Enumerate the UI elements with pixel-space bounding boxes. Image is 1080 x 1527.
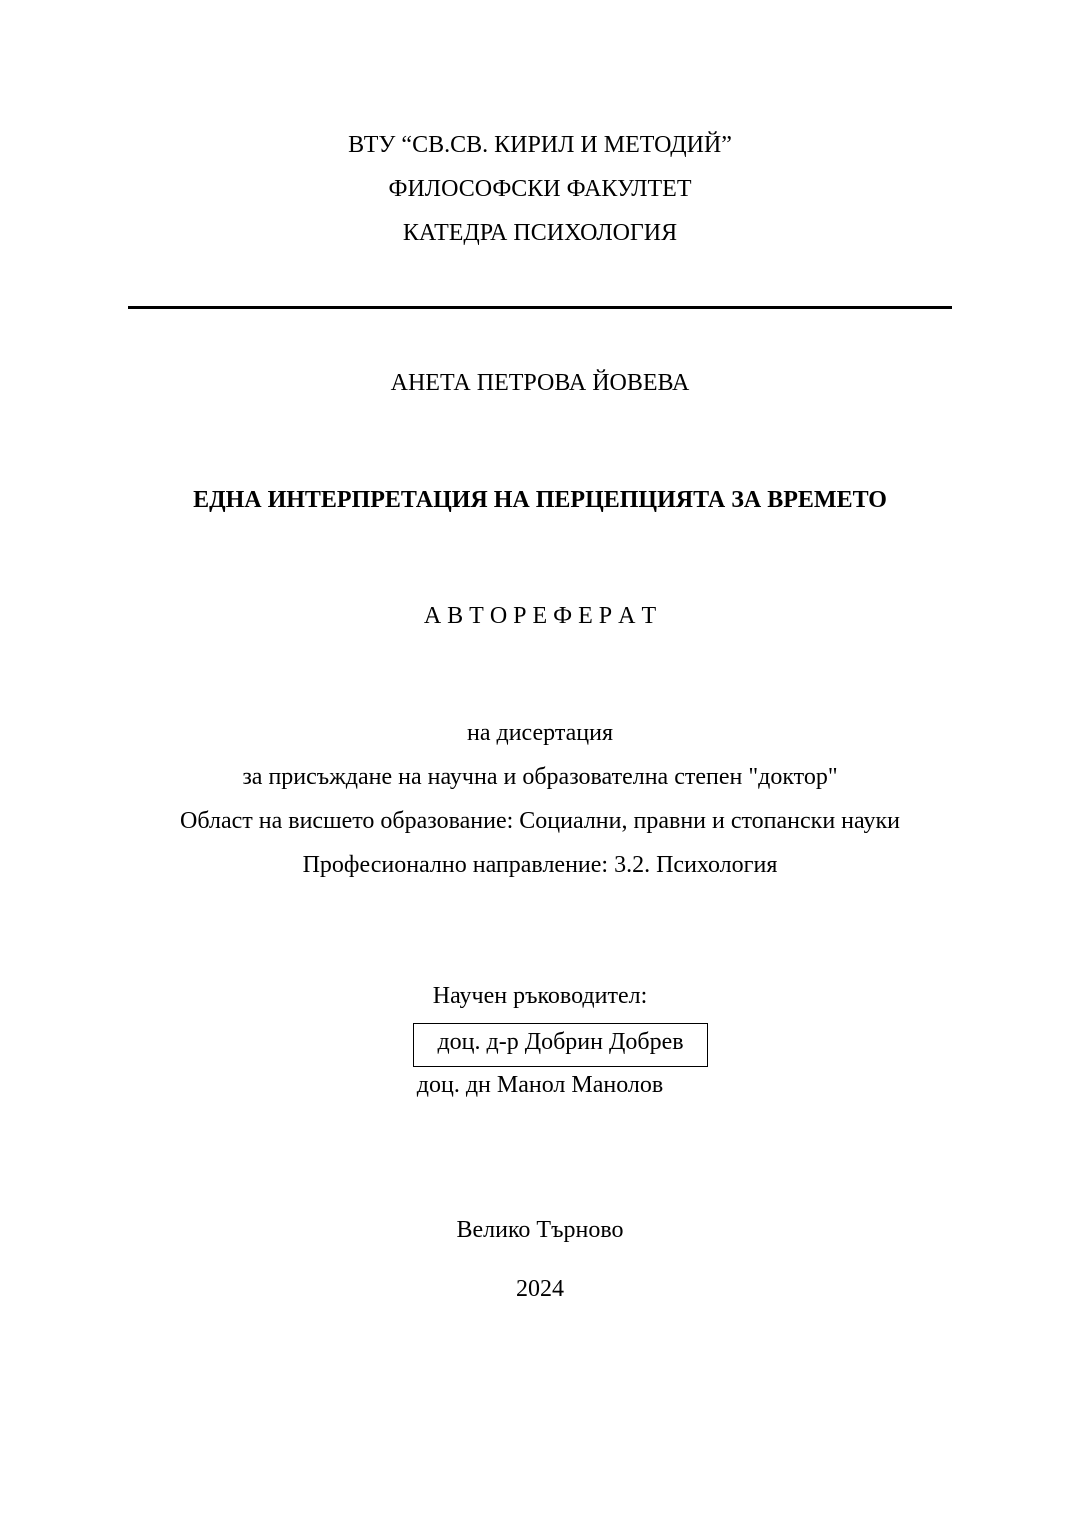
department-name: КАТЕДРА ПСИХОЛОГИЯ [402,220,678,246]
dissertation-line-4: Професионално направление: 3.2. Психология [302,852,778,878]
university-name: ВТУ “СВ.СВ. КИРИЛ И МЕТОДИЙ” [348,132,732,158]
supervisor-1-boxed: доц. д-р Добрин Добрев [413,1023,708,1067]
author-name: АНЕТА ПЕТРОВА ЙОВЕВА [390,370,690,396]
dissertation-line-1: на дисертация [467,720,613,746]
faculty-name: ФИЛОСОФСКИ ФАКУЛТЕТ [388,176,692,202]
supervisor-2: доц. дн Манол Манолов [416,1072,664,1098]
thesis-title: ЕДНА ИНТЕРПРЕТАЦИЯ НА ПЕРЦЕПЦИЯТА ЗА ВРЕМЕТО [193,487,887,513]
year: 2024 [516,1276,564,1302]
dissertation-line-2: за присъждане на научна и образователна степен "доктор" [242,764,838,790]
city: Велико Търново [456,1217,624,1243]
horizontal-rule [128,306,952,309]
dissertation-line-3: Област на висшето образование: Социални, правни и стопански науки [180,808,900,834]
document-type: А В Т О Р Е Ф Е Р А Т [423,603,657,629]
supervisor-box-wrap [0,1023,1080,1069]
supervisor-label: Научен ръководител: [432,983,648,1009]
